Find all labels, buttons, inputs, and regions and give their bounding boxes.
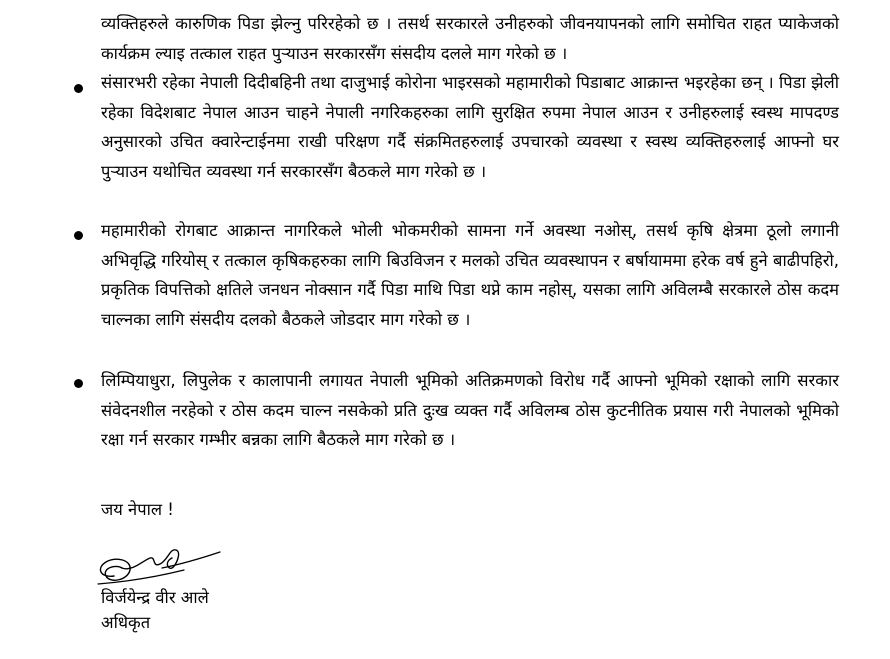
paragraph-abroad-nepalis: संसारभरी रहेका नेपाली दिदीबहिनी तथा दाजुभाई कोरोना भाइरसको महामारीको पिडाबाट आक्रान्त भइरहेका छन् । पिडा झेली रहेका विदेशबाट नेपाल आउन चाहने नेपाली नगरिकहरुका लागि सुरक्षित रुपमा नेपाल आउन र उनीहरुलाई स्वस्थ मापदण्ड अनुसारको उचित क्वारेन्टाईनमा राखी परिक्षण गर्दै संक्रमितहरुलाई उपचारको व्यवस्था र स्वस्थ व्यक्तिहरुलाई आफ्नो घर पुऱ्याउन यथोचित व्यवस्था गर्न सरकारसँग बैठकले माग गरेको छ ।	[101, 73, 839, 181]
signer-title: अधिकृत	[101, 613, 151, 632]
paragraph-agriculture: महामारीको रोगबाट आक्रान्त नागरिकले भोली भोकमरीको सामना गर्ने अवस्था नओस्, तसर्थ कृषि क्षेत्रमा ठूलो लगानी अभिवृद्धि गरियोस् र तत्काल कृषिकहरुका लागि बिउविजन र मलको उचित व्यवस्थापन र बर्षायाममा हरेक वर्ष हुने बाढीपहिरो, प्रकृतिक विपत्तिको क्षतिले जनधन नोक्सान गर्दै पिडा माथि पिडा थप्ने काम नहोस्, यसका लागि अविलम्बै सरकारले ठोस कदम चाल्नका लागि संसदीय दलको बैठकले जोडदार माग गरेको छ ।	[101, 221, 839, 329]
signer-name: विर्जयेन्द्र वीर आले	[101, 588, 209, 607]
bullet-marker	[74, 84, 83, 93]
paragraph-continuation: व्यक्तिहरुले कारुणिक पिडा झेल्नु परिरहेको छ । तसर्थ सरकारले उनीहरुको जीवनयापनको लागि समोचित राहत प्याकेजको कार्यक्रम ल्याइ तत्काल राहत पुऱ्याउन सरकारसँग संसदीय दलले माग गरेको छ ।	[101, 14, 839, 63]
paragraph-territory: लिम्पियाधुरा, लिपुलेक र कालापानी लगायत नेपाली भूमिको अतिक्रमणको विरोध गर्दै आफ्नो भूमिको रक्षाको लागि सरकार संवेदनशील नरहेको र ठोस कदम चाल्न नसकेको प्रति दुःख व्यक्त गर्दै अविलम्ब ठोस कुटनीतिक प्रयास गरी नेपालको भूमिको रक्षा गर्न सरकार गम्भीर बन्नका लागि बैठकले माग गरेको छ ।	[101, 371, 839, 449]
bullet-marker	[74, 379, 83, 388]
bullet-marker	[74, 231, 83, 240]
closing-salutation: जय नेपाल !	[101, 500, 174, 519]
